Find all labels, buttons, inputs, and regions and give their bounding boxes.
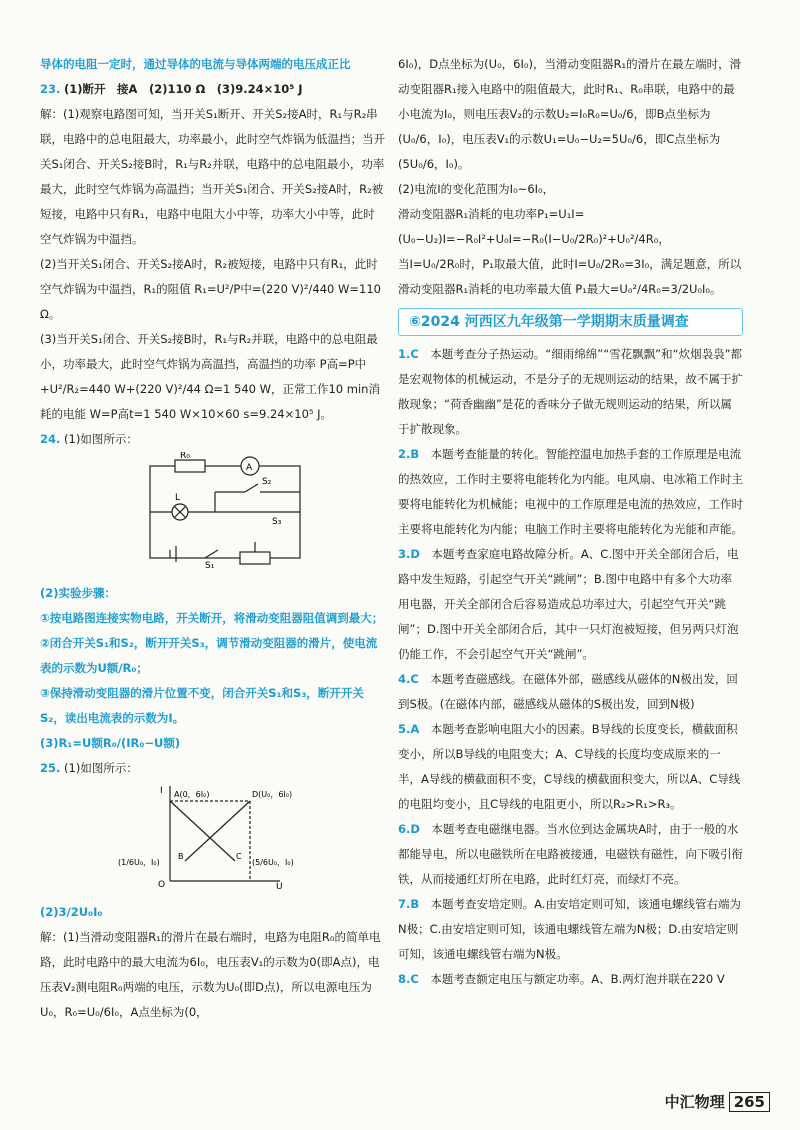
graph-label-b-coord: (1/6U₀，I₀) (118, 858, 160, 867)
rheostat (240, 552, 270, 564)
q24-step3: ③保持滑动变阻器的滑片位置不变，闭合开关S₁和S₃，断开开关S₂，读出电流表的示数为I。 (40, 686, 364, 725)
page-number: 265 (729, 1092, 770, 1112)
q23-p1: 解：(1)观察电路图可知，当开关S₁断开、开关S₂接A时，R₁与R₂串联，电路中的总电阻最大，功率最小，此时空气炸锅为低温挡；当开关S₁闭合、开关S₂接B时，R₁与R₂并联，电路中的总电阻最小，功率最大，此时空气炸锅为高温挡；当开关S₁闭合、开关S₂接A时，R₂被短接，电路中只有R₁，电路中电阻大小中等，功率大小中等，此时空气炸锅为中温挡。 (40, 107, 385, 246)
answer-number: 2.B (398, 447, 420, 461)
graph-label-d: D(U₀，6I₀) (252, 790, 293, 799)
circuit-label-s2: S₂ (262, 477, 272, 487)
q23-p3: (3)当开关S₁闭合、开关S₂接B时，R₁与R₂并联，电路中的总电阻最小，功率最大，此时空气炸锅为高温挡，高温挡的功率 P高=P中+U²/R₂=440 W+(220 V)²/44 Ω=1 540 W，正常工作10 min消耗的电能 W=P高t=1 540 W×10×60 s=9.24×10⁵ J。 (40, 332, 380, 421)
circuit-label-l: L (175, 493, 181, 503)
answer-item (398, 717, 743, 817)
q25-b3: 当I=U₀/2R₀时，P₁取最大值，此时I=U₀/2R₀=3I₀，满足题意，所以滑动变阻器R₁消耗的电功率最大值 P₁最大=U₀²/4R₀=3/2U₀I₀。 (398, 257, 742, 296)
answer-number: 6.D (398, 822, 420, 836)
section-heading: ⑥2024 河西区九年级第一学期期末质量调查 (398, 308, 743, 336)
answer-text: 本题考查影响电阻大小的因素。B导线的长度变长，横截面积变小，所以B导线的电阻变大；A、C导线的长度均变成原来的一半，A导线的横截面积不变，C导线的横截面积变大，所以A、C导线的电阻均变小，且C导线的电阻更小，所以R₂>R₁>R₃。 (398, 722, 741, 811)
circuit-label-r0: R₀ (180, 452, 190, 461)
graph-label-i: I (160, 786, 163, 796)
answer-text: 本题考查磁感线。在磁体外部，磁感线从磁体的N极出发，回到S极。(在磁体内部，磁感线从磁体的S极出发，回到N极) (398, 672, 738, 711)
q25-number: 25. (40, 761, 61, 775)
q24-step1: ①按电路图连接实物电路，开关断开，将滑动变阻器阻值调到最大； (40, 611, 384, 625)
graph-label-c-coord: (5/6U₀，I₀) (252, 858, 294, 867)
q25-b1: (2)电流I的变化范围为I₀~6I₀， (398, 182, 555, 196)
q24-steps-title: (2)实验步骤： (40, 586, 117, 600)
answer-item (398, 967, 743, 992)
q23-p2: (2)当开关S₁闭合、开关S₂接A时，R₂被短接，电路中只有R₁，此时空气炸锅为中温挡，R₁的阻值 R₁=U²/P中=(220 V)²/440 W=110 Ω。 (40, 257, 381, 321)
answer-item (398, 817, 743, 892)
q25-b2: 滑动变阻器R₁消耗的电功率P₁=U₁I=(U₀−U₂)I=−R₀I²+U₀I=−R₀(I−U₀/2R₀)²+U₀²/4R₀， (398, 207, 670, 246)
answer-text: 本题考查能量的转化。智能控温电加热手套的工作原理是电流的热效应，工作时主要将电能转化为内能。电风扇、电冰箱工作时主要将电能转化为机械能；电视中的工作原理是电流的热效应，工作时主要将电能转化为内能；电脑工作时主要将电能转化为光能和声能。 (398, 447, 743, 536)
answer-item (398, 892, 743, 967)
q24-step4: (3)R₁=U额R₀/(IR₀−U额) (40, 736, 181, 750)
q23-answer (40, 77, 385, 102)
answer-text: 本题考查额定电压与额定功率。A、B.两灯泡并联在220 V (430, 972, 725, 986)
q24-step2: ②闭合开关S₁和S₂，断开开关S₃，调节滑动变阻器的滑片，使电流表的示数为U额/R₀； (40, 636, 378, 675)
answer-text: 本题考查安培定则。A.由安培定则可知，该通电螺线管右端为N极；C.由安培定则可知，该通电螺线管左端为N极；D.由安培定则可知，该通电螺线管右端为N极。 (398, 897, 741, 961)
answer-number: 5.A (398, 722, 420, 736)
iu-graph (40, 781, 385, 891)
circuit-label-s1: S₁ (205, 561, 215, 571)
graph-label-a: A(0，6I₀) (174, 790, 210, 799)
answer-number: 1.C (398, 347, 419, 361)
answer-text: 本题考查分子热运动。“细雨绵绵”“雪花飘飘”和“炊烟袅袅”都是宏观物体的机械运动，不是分子的无规则运动的结果，故不属于扩散现象；“荷香幽幽”是花的香味分子做无规则运动的结果，所以属于扩散现象。 (398, 347, 743, 436)
circuit-label-a: A (246, 463, 253, 473)
graph-label-c: C (236, 852, 242, 861)
footer-label: 中汇物理 (664, 1093, 725, 1111)
q24-p1: (1)如图所示： (64, 432, 138, 446)
answer-text: 本题考查家庭电路故障分析。A、C.图中开关全部闭合后，电路中发生短路，引起空气开关“跳闸”；B.图中电路中有多个大功率用电器，开关全部闭合后容易造成总功率过大，引起空气开关“跳闸”；D.图中开关全部闭合后，其中一只灯泡被短接，但另两只灯泡仍能工作，不会引起空气开关“跳闸”。 (398, 547, 739, 661)
q24-head (40, 427, 385, 452)
answer-number: 8.C (398, 972, 419, 986)
left-column (40, 52, 385, 1025)
answer-list (398, 342, 743, 992)
q25-head (40, 756, 385, 781)
q25-continued: 6I₀)，D点坐标为(U₀，6I₀)，当滑动变阻器R₁的滑片在最左端时，滑动变阻器R₁接入电路中的阻值最大，此时R₁、R₀串联，电路中的最小电流为I₀，则电压表V₂的示数U₂=I₀R₀=U₀/6，即B点坐标为(U₀/6，I₀)，电压表V₁的示数U₁=U₀−U₂=5U₀/6，即C点坐标为(5U₀/6，I₀)。 (398, 57, 742, 171)
answer-item (398, 442, 743, 542)
answer-item (398, 342, 743, 442)
answer-item (398, 667, 743, 717)
intro-text: 导体的电阻一定时，通过导体的电流与导体两端的电压成正比 (40, 57, 351, 71)
graph-label-b: B (178, 852, 184, 861)
right-column (398, 52, 743, 992)
q25-p2: (2)3/2U₀I₀ (40, 905, 103, 919)
q23-number: 23. (40, 82, 61, 96)
answer-number: 3.D (398, 547, 420, 561)
answer-number: 7.B (398, 897, 420, 911)
graph-label-u: U (276, 882, 283, 891)
q24-number: 24. (40, 432, 61, 446)
answer-text: 本题考查电磁继电器。当水位到达金属块A时，由于一般的水都能导电，所以电磁铁所在电路被接通，电磁铁有磁性，向下吸引衔铁，从而接通红灯所在电路，此时红灯亮，而绿灯不亮。 (398, 822, 743, 886)
q25-p1: (1)如图所示： (64, 761, 138, 775)
circuit-diagram (40, 452, 385, 572)
circuit-label-s3: S₃ (272, 517, 282, 527)
q25-p3: 解：(1)当滑动变阻器R₁的滑片在最右端时，电路为电阻R₀的简单电路，此时电路中的最大电流为6I₀，电压表V₁的示数为0(即A点)，电压表V₂测电阻R₀两端的电压，示数为U₀(即D点)，所以电源电压为U₀，R₀=U₀/6I₀，A点坐标为(0， (40, 930, 381, 1019)
page-footer (665, 1091, 770, 1112)
graph-label-o: O (158, 880, 166, 890)
q23-answer-text: (1)断开 接A (2)110 Ω (3)9.24×10⁵ J (64, 82, 303, 96)
resistor-r0 (175, 460, 205, 472)
answer-number: 4.C (398, 672, 419, 686)
answer-item (398, 542, 743, 667)
